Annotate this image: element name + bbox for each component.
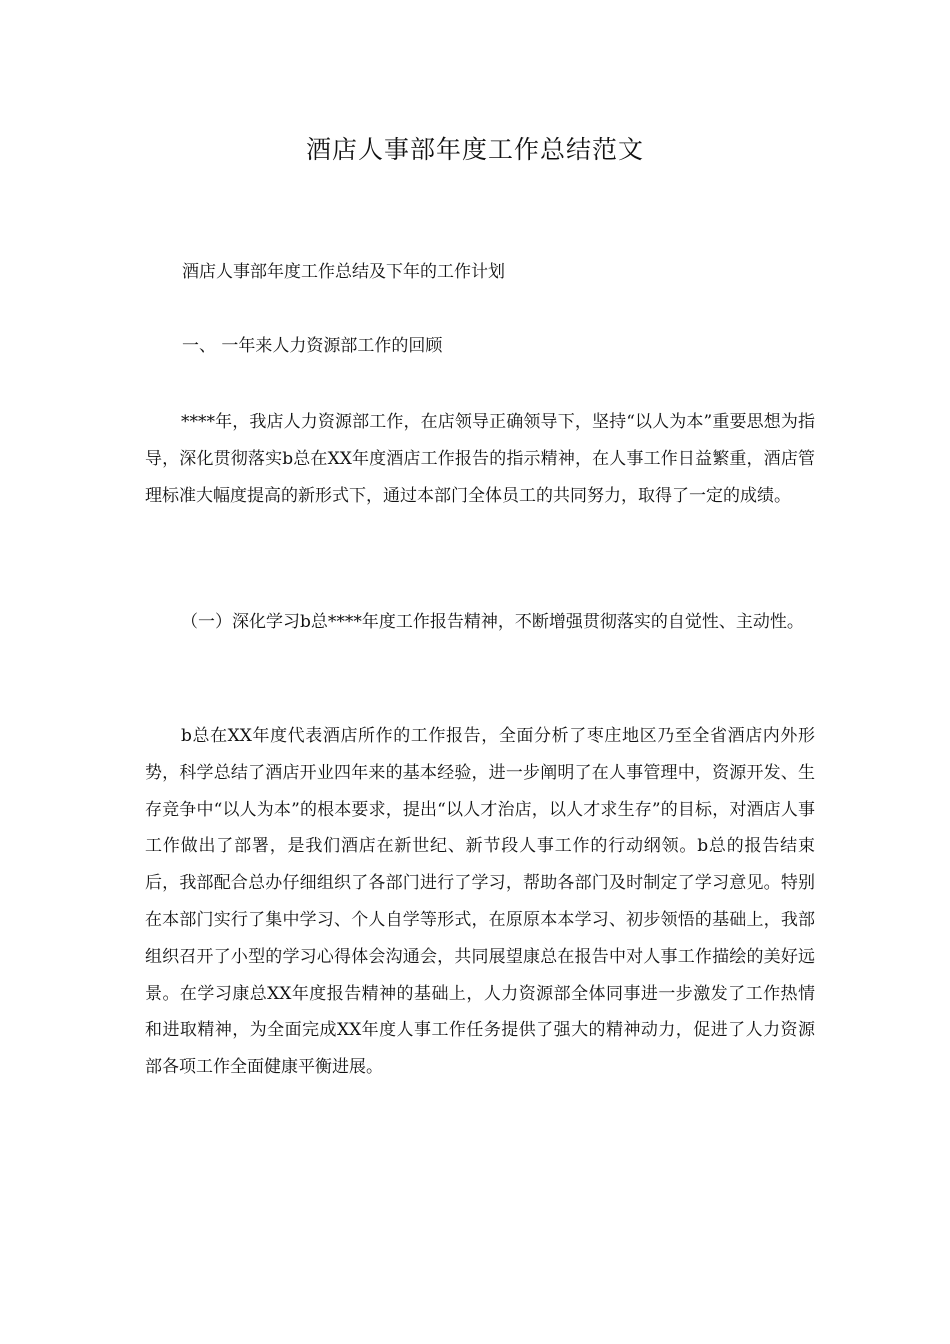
section-heading: 一、 一年来人力资源部工作的回顾 <box>182 336 443 356</box>
paragraph-subheading: （一）深化学习b总****年度工作报告精神，不断增强贯彻落实的自觉性、主动性。 <box>181 612 804 632</box>
paragraph-body: b总在XX年度代表酒店所作的工作报告，全面分析了枣庄地区乃至全省酒店内外形势，科学总结了酒店开业四年来的基本经验，进一步阐明了在人事管理中，资源开发、生存竞争中“以人为本”的根本要求，提出“以人才治店，以人才求生存”的目标，对酒店人事工作做出了部署，是我们酒店在新世纪、新节段人事工作的行动纲领。b总的报告结束后，我部配合总办仔细组织了各部门进行了学习，帮助各部门及时制定了学习意见。特别在本部门实行了集中学习、个人自学等形式，在原原本本学习、初步领悟的基础上，我部组织召开了小型的学习心得体会沟通会，共同展望康总在报告中对人事工作描绘的美好远景。在学习康总XX年度报告精神的基础上，人力资源部全体同事进一步激发了工作热情和进取精神，为全面完成XX年度人事工作任务提供了强大的精神动力，促进了人力资源部各项工作全面健康平衡进展。 <box>145 726 815 1078</box>
document-subtitle: 酒店人事部年度工作总结及下年的工作计划 <box>182 262 505 282</box>
document-title: 酒店人事部年度工作总结范文 <box>305 135 644 164</box>
paragraph-intro: ****年，我店人力资源部工作，在店领导正确领导下，坚持“以人为本”重要思想为指导，深化贯彻落实b总在XX年度酒店工作报告的指示精神，在人事工作日益繁重，酒店管理标准大幅度提高的新形式下，通过本部门全体员工的共同努力，取得了一定的成绩。 <box>145 412 815 506</box>
